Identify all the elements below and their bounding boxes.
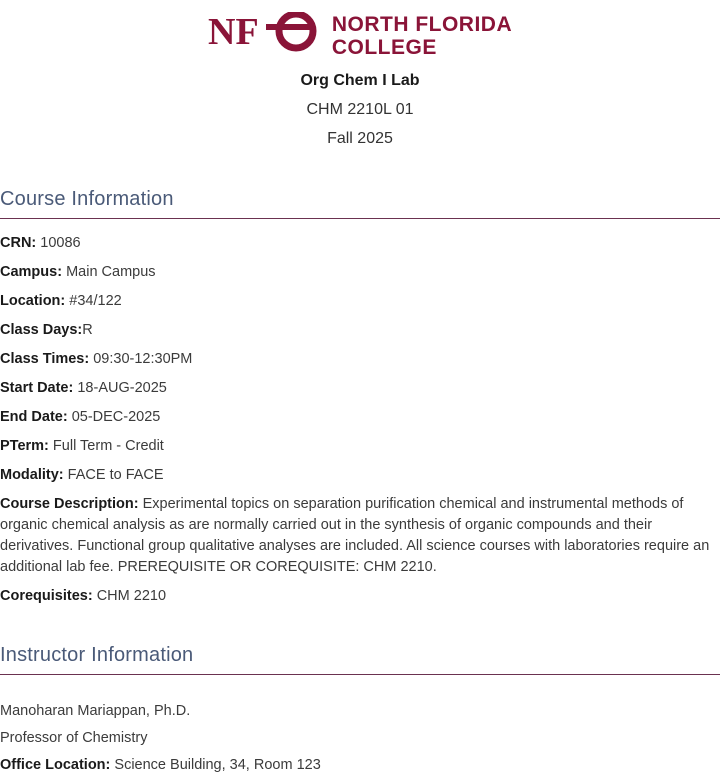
- svg-text:NF: NF: [207, 12, 259, 52]
- field-value: Main Campus: [66, 263, 156, 280]
- instructor-information-section: [0, 641, 720, 776]
- course-term: Fall 2025: [327, 130, 393, 148]
- field-value: #34/122: [69, 292, 122, 309]
- field-value: 18-AUG-2025: [77, 379, 167, 396]
- field-corequisites: [0, 586, 720, 607]
- nfc-monogram-icon: [208, 12, 320, 59]
- field-value: Full Term - Credit: [52, 437, 164, 454]
- field-label: Campus:: [0, 263, 63, 280]
- field-label: PTerm:: [0, 437, 49, 454]
- logo-line-1: NORTH FLORIDA: [331, 12, 513, 36]
- field-label: Start Date:: [0, 379, 74, 396]
- field-label: End Date:: [0, 408, 68, 425]
- field-value: CHM 2210: [96, 587, 167, 604]
- field-modality: [0, 465, 720, 486]
- field-crn: [0, 233, 720, 254]
- field-value: 09:30-12:30PM: [93, 350, 193, 367]
- field-label: Class Days:: [0, 321, 83, 338]
- course-information-heading: Course Information: [0, 185, 720, 219]
- college-logo: [0, 0, 720, 63]
- field-campus: [0, 262, 720, 283]
- instructor-information-body: [0, 689, 720, 776]
- field-label: Class Times:: [0, 350, 90, 367]
- field-class-times: [0, 349, 720, 370]
- field-label: Office Location:: [0, 756, 111, 773]
- course-code: CHM 2210L 01: [306, 101, 414, 119]
- course-information-section: [0, 185, 720, 607]
- field-label: Course Description:: [0, 495, 139, 512]
- instructor-information-heading: Instructor Information: [0, 641, 720, 675]
- course-information-body: [0, 233, 720, 607]
- field-value: Experimental topics on separation purification chemical and instrumental methods of organic chemical analysis as are normally carried out in the synthesis of organic compounds and their derivatives. Functional group qualitative analyses are included. All science courses with laboratories require an additional lab fee. PREREQUISITE OR COREQUISITE: CHM 2210.: [0, 495, 710, 575]
- field-value: FACE to FACE: [67, 466, 164, 483]
- field-value: 05-DEC-2025: [71, 408, 161, 425]
- field-location: [0, 291, 720, 312]
- field-label: Modality:: [0, 466, 64, 483]
- instructor-title: Professor of Chemistry: [0, 729, 148, 746]
- field-office-location: [0, 755, 720, 776]
- field-label: CRN:: [0, 234, 37, 251]
- field-value: R: [82, 321, 93, 338]
- field-label: Location:: [0, 292, 66, 309]
- field-label: Corequisites:: [0, 587, 93, 604]
- field-value: 10086: [40, 234, 81, 251]
- course-title: Org Chem I Lab: [300, 72, 420, 90]
- field-course-description: [0, 494, 720, 578]
- field-end-date: [0, 407, 720, 428]
- field-start-date: [0, 378, 720, 399]
- field-class-days: [0, 320, 720, 341]
- instructor-name: Manoharan Mariappan, Ph.D.: [0, 702, 191, 719]
- field-pterm: [0, 436, 720, 457]
- logo-line-2: COLLEGE: [331, 35, 437, 59]
- field-value: Science Building, 34, Room 123: [114, 756, 321, 773]
